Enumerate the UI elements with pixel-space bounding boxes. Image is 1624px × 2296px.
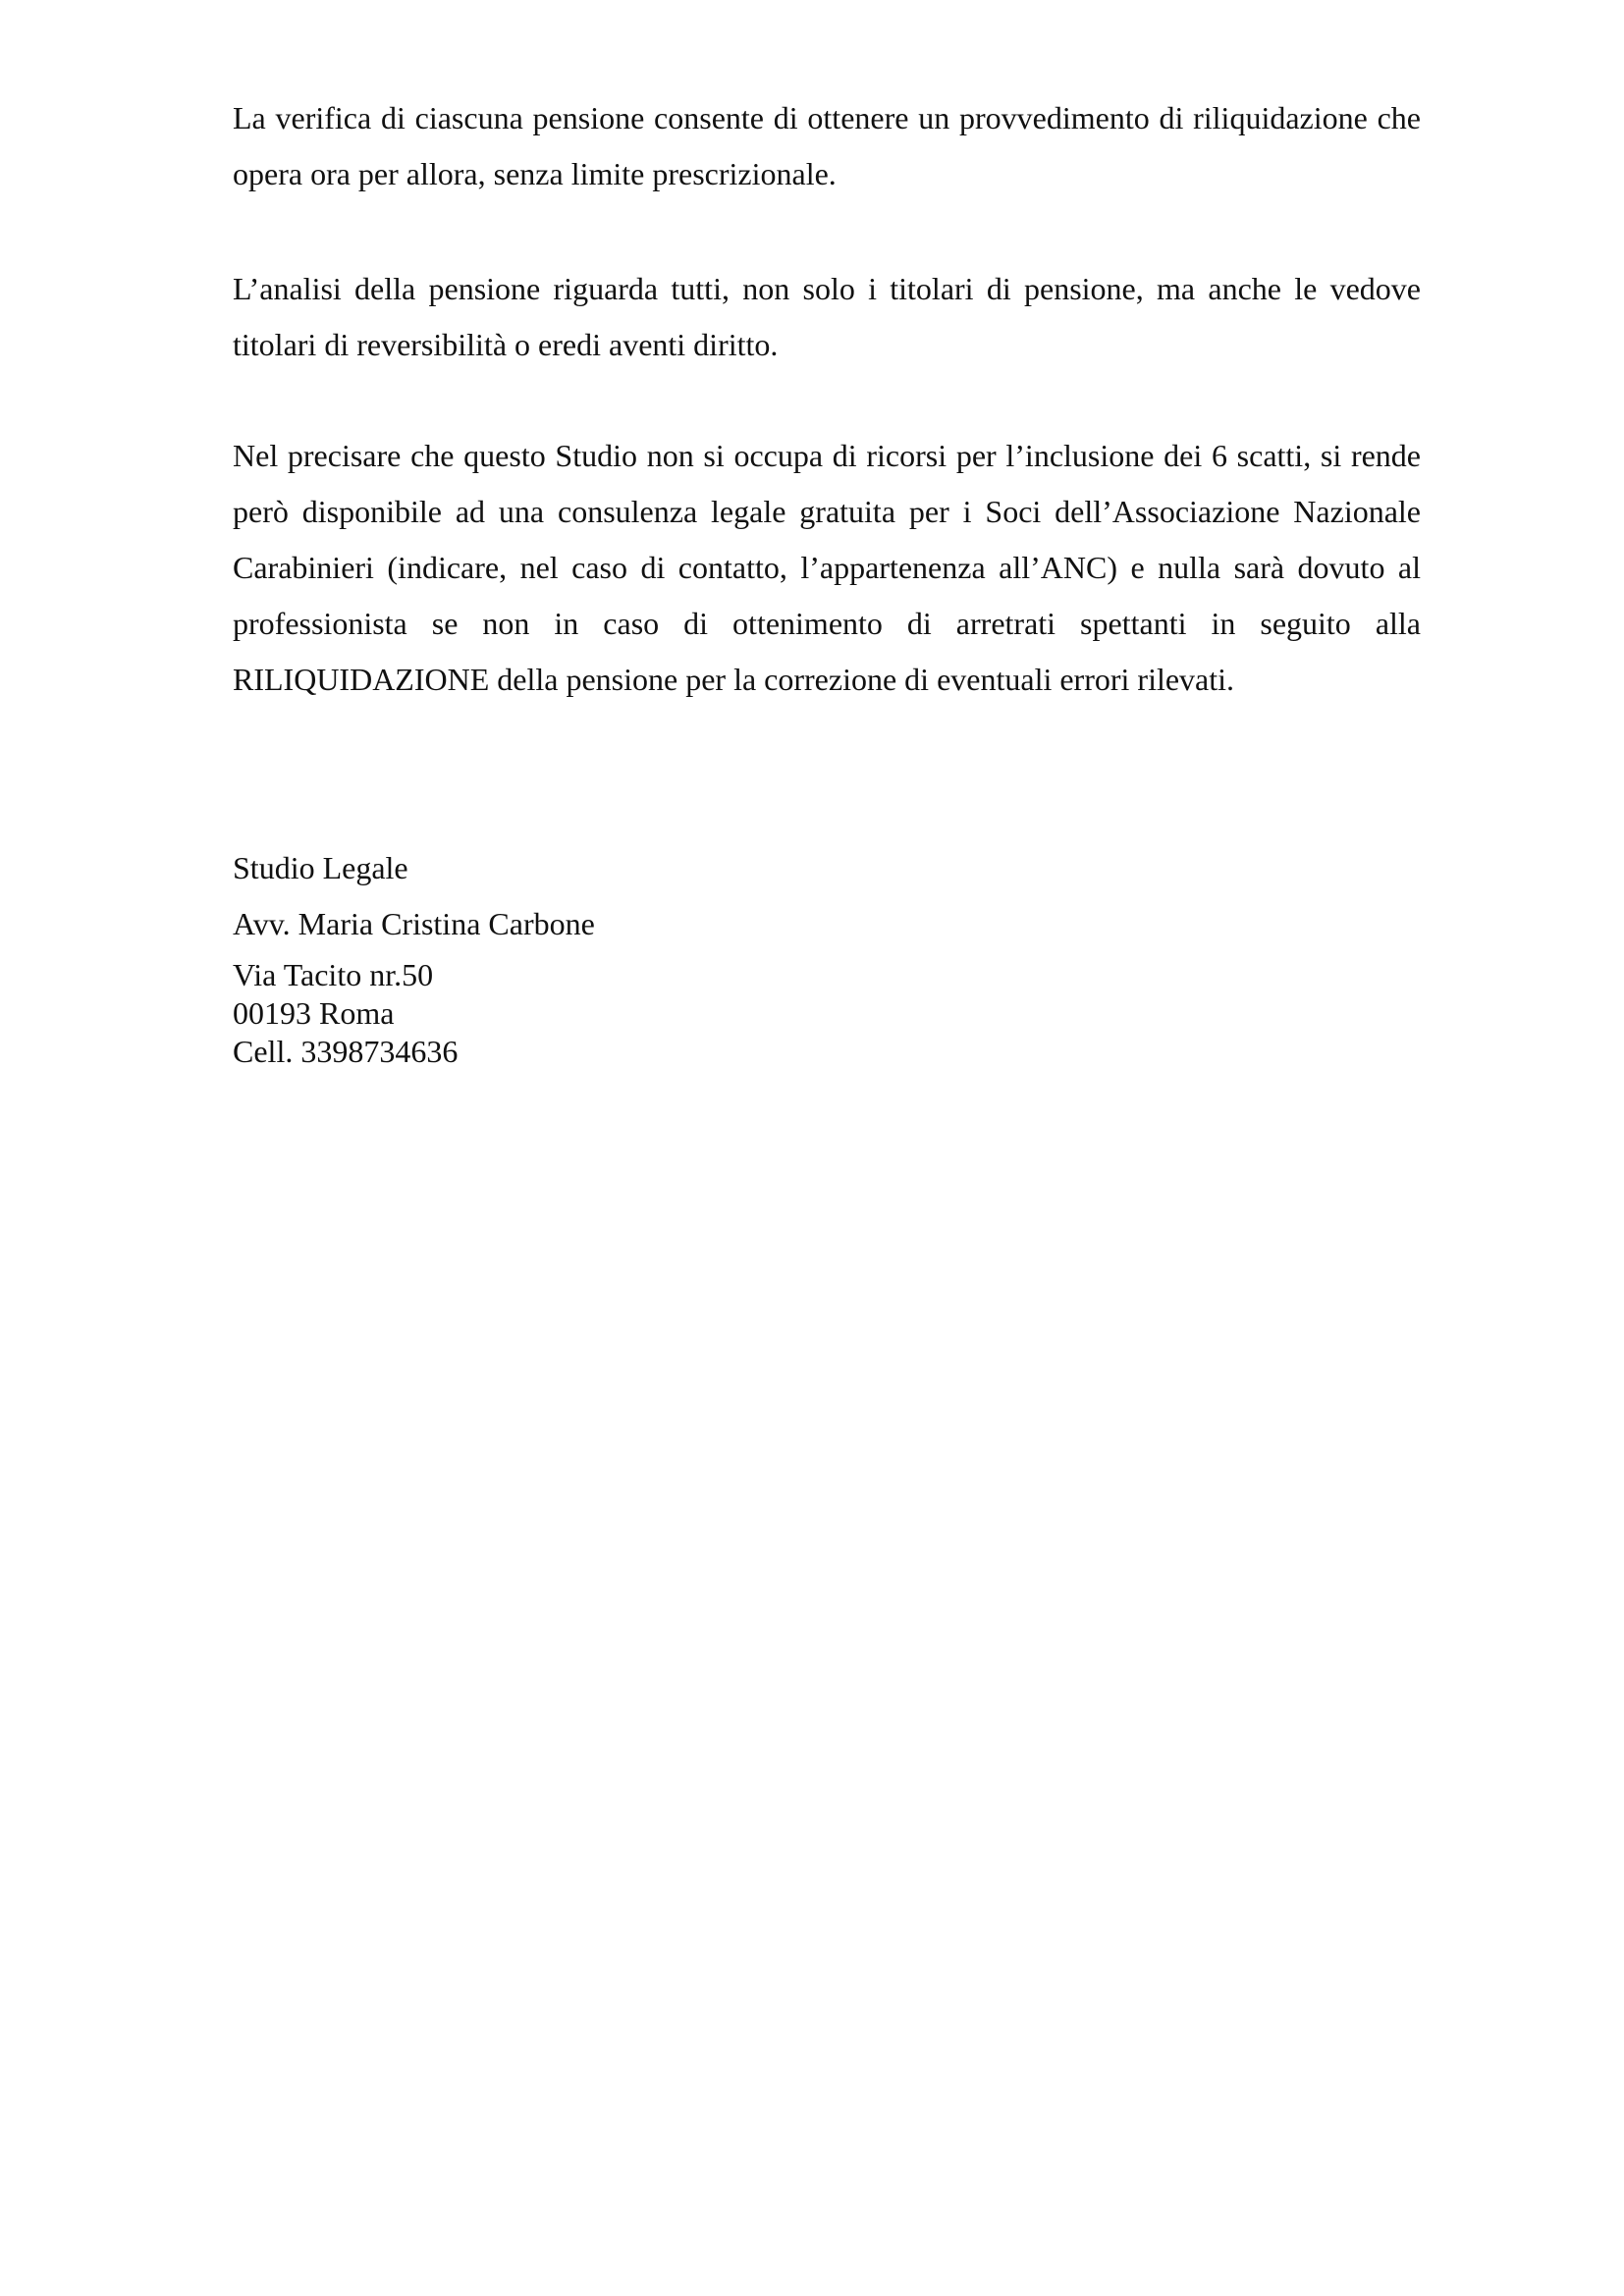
address-street: Via Tacito nr.50	[233, 957, 434, 992]
address-city: 00193 Roma	[233, 995, 395, 1031]
paragraph-analisi-pensione: L’analisi della pensione riguarda tutti, non solo i titolari di pensione, ma anche le vedove titolari di reversibilità o eredi aventi diritto.	[233, 271, 1421, 362]
lawyer-name: Avv. Maria Cristina Carbone	[233, 906, 595, 941]
phone-number: Cell. 3398734636	[233, 1034, 459, 1069]
signature-block	[233, 840, 1421, 1071]
paragraph-riliquidazione: La verifica di ciascuna pensione consente di ottenere un provvedimento di riliquidazione che opera ora per allora, senza limite prescrizionale.	[233, 100, 1421, 191]
firm-name: Studio Legale	[233, 850, 408, 885]
document-body	[233, 90, 1421, 1071]
paragraph-consulenza: Nel precisare che questo Studio non si occupa di ricorsi per l’inclusione dei 6 scatti, si rende però disponibile ad una consulenza legale gratuita per i Soci dell’Associazione Nazionale Carabinieri (indicare, nel caso di contatto, l’appartenenza all’ANC) e nulla sarà dovuto al professionista se non in caso di ottenimento di arretrati spettanti in seguito alla RILIQUIDAZIONE della pensione per la correzione di eventuali errori rilevati.	[233, 438, 1421, 697]
address-block	[233, 956, 1421, 1071]
